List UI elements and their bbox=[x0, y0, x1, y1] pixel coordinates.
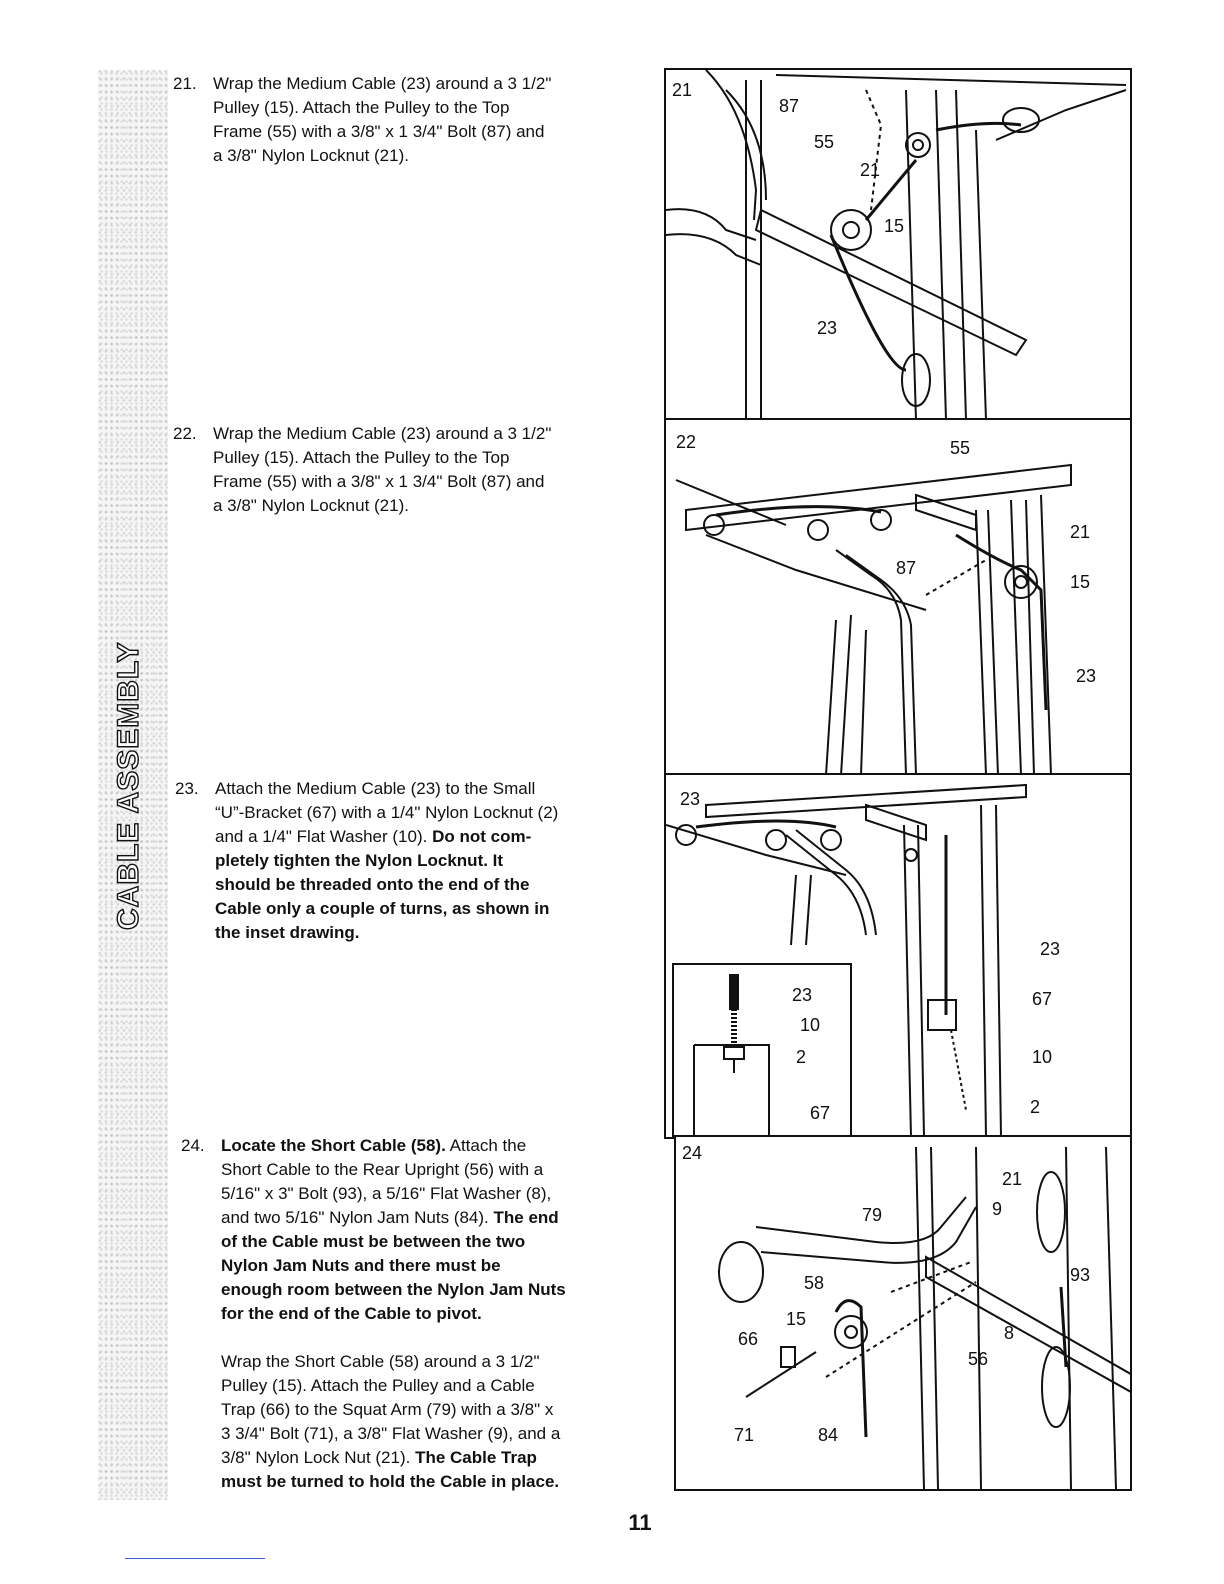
inset-callout-label: 23 bbox=[792, 985, 813, 1005]
figure-22-drawing bbox=[666, 420, 1130, 775]
inset-callout-label: 10 bbox=[800, 1015, 821, 1035]
step-warning: the inset drawing. bbox=[215, 923, 360, 942]
inset-callout-label: 2 bbox=[796, 1047, 807, 1067]
step-line bbox=[221, 1446, 566, 1470]
panel-number: 23 bbox=[680, 789, 701, 809]
callout-label: 71 bbox=[734, 1425, 755, 1445]
step-lead: Locate the Short Cable (58). bbox=[221, 1136, 446, 1155]
step-line: 3 3/4" Bolt (71), a 3/8" Flat Washer (9), and a bbox=[221, 1424, 561, 1443]
step-body bbox=[213, 72, 551, 168]
step-text: and a 1/4" Flat Washer (10). bbox=[215, 827, 428, 846]
panel-number: 22 bbox=[676, 432, 697, 452]
step-line: Attach the Medium Cable (23) to the Small bbox=[215, 779, 536, 798]
callout-label: 10 bbox=[1032, 1047, 1053, 1067]
step-warning: enough room between the Nylon Jam Nuts bbox=[221, 1280, 566, 1299]
step-line: a 3/8" Nylon Locknut (21). bbox=[213, 146, 409, 165]
callout-label: 21 bbox=[1070, 522, 1091, 542]
step-line: a 3/8" Nylon Locknut (21). bbox=[213, 496, 409, 515]
step-warning: Nylon Jam Nuts and there must be bbox=[221, 1256, 501, 1275]
callout-label: 21 bbox=[860, 160, 881, 180]
callout-label: 66 bbox=[738, 1329, 759, 1349]
step-warning: The end bbox=[493, 1208, 559, 1227]
step-warning: for the end of the Cable to pivot. bbox=[221, 1304, 482, 1323]
sidebar-title: CABLE ASSEMBLY bbox=[112, 641, 145, 930]
paragraph-spacer bbox=[221, 1326, 566, 1350]
step-line bbox=[215, 825, 558, 849]
step-line: “U”-Bracket (67) with a 1/4" Nylon Locknut (2) bbox=[215, 803, 559, 822]
figure-21-drawing bbox=[666, 70, 1130, 420]
step-warning-line bbox=[221, 1278, 566, 1302]
figure-panel-23 bbox=[664, 773, 1132, 1139]
callout-label: 58 bbox=[804, 1273, 825, 1293]
divider bbox=[125, 1558, 265, 1559]
callout-label: 93 bbox=[1070, 1265, 1091, 1285]
step-body bbox=[213, 422, 551, 518]
inset-drawing bbox=[672, 963, 852, 1137]
step-warning-line bbox=[221, 1470, 566, 1494]
panel-number: 21 bbox=[672, 80, 693, 100]
page-number: 11 bbox=[628, 1510, 652, 1535]
step-warning: should be threaded onto the end of the bbox=[215, 875, 530, 894]
panel-number: 24 bbox=[682, 1143, 703, 1163]
figure-panel-24 bbox=[674, 1135, 1132, 1491]
callout-label: 67 bbox=[1032, 989, 1053, 1009]
step-number: 24. bbox=[181, 1136, 205, 1155]
step-body bbox=[221, 1134, 566, 1494]
step-warning: Cable only a couple of turns, as shown in bbox=[215, 899, 550, 918]
step-line: Pulley (15). Attach the Pulley to the Top bbox=[213, 98, 510, 117]
callout-label: 56 bbox=[968, 1349, 989, 1369]
step-line: Short Cable to the Rear Upright (56) with a bbox=[221, 1160, 544, 1179]
step-line: Wrap the Medium Cable (23) around a 3 1/2" bbox=[213, 74, 552, 93]
step-warning: The Cable Trap bbox=[415, 1448, 537, 1467]
callout-label: 87 bbox=[896, 558, 917, 578]
step-number: 23. bbox=[175, 779, 199, 798]
step-warning: pletely tighten the Nylon Locknut. It bbox=[215, 851, 504, 870]
callout-label: 21 bbox=[1002, 1169, 1023, 1189]
step-line: Wrap the Medium Cable (23) around a 3 1/2" bbox=[213, 424, 552, 443]
callout-label: 9 bbox=[992, 1199, 1003, 1219]
callout-label: 79 bbox=[862, 1205, 883, 1225]
callout-label: 55 bbox=[950, 438, 971, 458]
callout-label: 15 bbox=[1070, 572, 1091, 592]
callout-label: 8 bbox=[1004, 1323, 1015, 1343]
callout-label: 15 bbox=[786, 1309, 807, 1329]
figure-panel-22 bbox=[664, 418, 1132, 777]
step-text: 3/8" Nylon Lock Nut (21). bbox=[221, 1448, 411, 1467]
step-warning-line bbox=[221, 1302, 566, 1326]
step-number: 21. bbox=[173, 74, 197, 93]
step-line: Pulley (15). Attach the Pulley to the Top bbox=[213, 448, 510, 467]
inset-callout-label: 67 bbox=[810, 1103, 831, 1123]
step-warning-line bbox=[215, 873, 558, 897]
step-line: Frame (55) with a 3/8" x 1 3/4" Bolt (87) and bbox=[213, 472, 545, 491]
step-warning-line bbox=[215, 897, 558, 921]
step-line: Wrap the Short Cable (58) around a 3 1/2" bbox=[221, 1352, 540, 1371]
step-line: Trap (66) to the Squat Arm (79) with a 3/8" x bbox=[221, 1400, 554, 1419]
step-text: Attach the bbox=[449, 1136, 527, 1155]
step-line bbox=[221, 1206, 566, 1230]
callout-label: 87 bbox=[779, 96, 800, 116]
callout-label: 84 bbox=[818, 1425, 839, 1445]
step-number: 22. bbox=[173, 424, 197, 443]
step-line bbox=[221, 1134, 566, 1158]
step-line: 5/16" x 3" Bolt (93), a 5/16" Flat Washer (8), bbox=[221, 1184, 552, 1203]
callout-label: 23 bbox=[1040, 939, 1061, 959]
step-warning-line bbox=[215, 921, 558, 945]
step-warning: of the Cable must be between the two bbox=[221, 1232, 526, 1251]
callout-label: 23 bbox=[817, 318, 838, 338]
step-warning-line bbox=[215, 849, 558, 873]
callout-label: 2 bbox=[1030, 1097, 1041, 1117]
figure-panel-21 bbox=[664, 68, 1132, 422]
step-warning: must be turned to hold the Cable in place. bbox=[221, 1472, 560, 1491]
step-line: Frame (55) with a 3/8" x 1 3/4" Bolt (87) and bbox=[213, 122, 545, 141]
step-line: Pulley (15). Attach the Pulley and a Cable bbox=[221, 1376, 535, 1395]
step-warning: Do not com- bbox=[432, 827, 532, 846]
step-text: and two 5/16" Nylon Jam Nuts (84). bbox=[221, 1208, 489, 1227]
callout-label: 55 bbox=[814, 132, 835, 152]
step-warning-line bbox=[221, 1230, 566, 1254]
step-body bbox=[215, 777, 558, 945]
callout-label: 23 bbox=[1076, 666, 1097, 686]
callout-label: 15 bbox=[884, 216, 905, 236]
step-warning-line bbox=[221, 1254, 566, 1278]
